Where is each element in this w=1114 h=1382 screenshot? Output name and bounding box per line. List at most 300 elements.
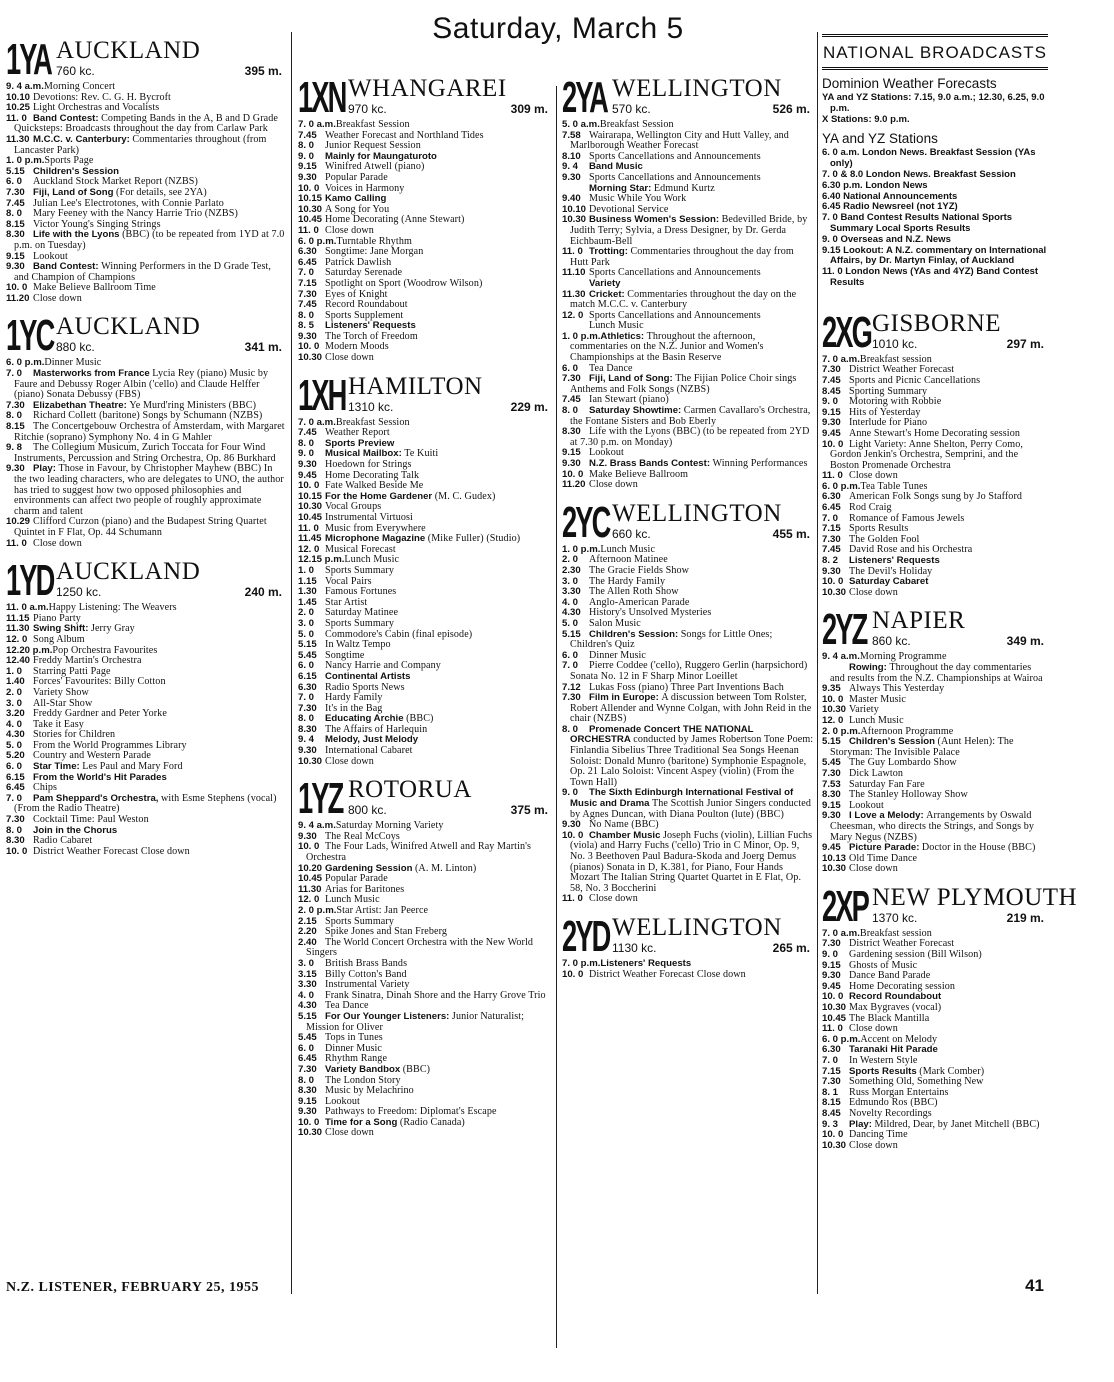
programme-detail: Light Orchestras and Vocalists xyxy=(33,102,160,114)
programme-time: 7.30 xyxy=(6,399,25,411)
national-detail: London News. Breakfast Session xyxy=(865,168,1016,180)
programme-item xyxy=(822,864,1048,875)
national-detail: Band Contest Results National Sports Summary Local Sports Results xyxy=(830,212,1013,234)
station-header xyxy=(562,72,814,120)
programme-time: 10.30 xyxy=(298,501,323,513)
programme-detail: The Affairs of Harlequin xyxy=(325,723,428,735)
programme-time: 9.15 xyxy=(562,447,581,459)
programme-detail: Bedevilled Bride, by Judith Terry; Sylvia, a Dress Designer, by Dr. Gerda Eichbaum-Bell xyxy=(570,214,808,247)
programme-time: 12. 0 xyxy=(562,309,584,321)
programme-title: Variety Bandbox xyxy=(325,1063,401,1075)
programme-time: 5.45 xyxy=(298,1032,317,1044)
programme-time: 7.45 xyxy=(298,129,317,141)
programme-detail: District Weather Forecast xyxy=(849,364,955,376)
programme-detail: Carmen Cavallaro's Orchestra, the Fontane Sisters and Bob Eberly xyxy=(570,405,811,427)
programme-title: Educating Archie xyxy=(325,713,404,725)
programme-time: 9. 0 xyxy=(822,396,839,408)
programme-time: 11.20 xyxy=(562,479,586,491)
programme-detail: Winning Performances xyxy=(712,458,808,469)
frequency: 860 kc. xyxy=(872,634,911,649)
programme-item xyxy=(562,831,814,895)
programme-time: 1.45 xyxy=(298,596,317,608)
programme-detail: Variety Show xyxy=(33,686,89,698)
station-header xyxy=(6,555,286,606)
programme-detail: Max Bygraves (vocal) xyxy=(849,1002,942,1014)
programme-time: 7.45 xyxy=(298,299,317,311)
programme-time: 10.30 xyxy=(298,755,323,767)
call-sign: 1YZ xyxy=(298,774,343,824)
programme-detail: The London Story xyxy=(325,1074,401,1086)
page-title: Saturday, March 5 xyxy=(432,12,684,45)
programme-time: 7.45 xyxy=(562,394,581,406)
programme-time: 4.30 xyxy=(6,729,25,741)
programme-item xyxy=(822,588,1048,599)
programme-detail: Commentaries throughout the day on the match M.C.C. v. Canterbury xyxy=(570,288,797,311)
wavelength: 375 m. xyxy=(510,803,548,818)
national-time: 9.15 xyxy=(822,244,841,256)
programme-time: 11.10 xyxy=(562,267,586,279)
programme-item xyxy=(6,794,286,815)
programme-detail: Salon Music xyxy=(589,617,641,629)
programme-title: Fiji, Land of Song xyxy=(33,186,114,198)
programme-detail: The Stanley Holloway Show xyxy=(849,789,968,801)
programme-detail: Breakfast Session xyxy=(335,119,410,130)
programme-time: 9.30 xyxy=(822,810,841,822)
programme-detail: Devotional Service xyxy=(589,203,669,215)
programme-detail: Music from Everywhere xyxy=(325,522,426,534)
programme-title: Sports Results xyxy=(849,1065,917,1077)
ya-title: YA and YZ Stations xyxy=(822,131,938,147)
programme-detail: Chips xyxy=(33,782,58,794)
programme-detail: (BBC) xyxy=(406,713,434,725)
call-sign: 1YC xyxy=(6,311,54,361)
station-1ya xyxy=(6,34,286,304)
programme-time: 10.30 xyxy=(298,1127,323,1139)
programme-time: 11.30 xyxy=(298,883,322,895)
programme-title: Swing Shift: xyxy=(33,623,89,635)
programme-detail: Voices in Harmony xyxy=(325,182,405,194)
programme-time: 7.30 xyxy=(6,814,25,826)
programme-detail: Motoring with Robbie xyxy=(849,396,942,408)
national-detail: Lookout: A N.Z. commentary on International Affairs, by Dr. Martyn Finlay, of Auckland xyxy=(830,244,1047,267)
programme-detail: Music by Melachrino xyxy=(325,1085,414,1097)
programme-time: 12. 0 xyxy=(822,714,844,726)
programme-title: For the Home Gardener xyxy=(325,490,433,502)
national-time: 11. 0 xyxy=(822,266,843,278)
programme-time: 7. 0 xyxy=(822,512,839,524)
national-detail: Overseas and N.Z. News xyxy=(840,233,951,245)
programme-time: 9.30 xyxy=(6,261,25,273)
programme-time: 9.30 xyxy=(562,171,581,183)
programme-item xyxy=(298,1012,552,1033)
programme-detail: (BBC) (to be repeated from 1YD at 7.0 p.m. on Tuesday) xyxy=(14,229,285,251)
programme-time: 6.45 xyxy=(298,1053,317,1065)
programme-detail: Dancing Time xyxy=(849,1129,908,1141)
programme-time: 9. 3 xyxy=(822,1118,839,1130)
column-3 xyxy=(562,72,814,1382)
call-sign: 1YD xyxy=(6,556,54,606)
programme-time: 12. 0 xyxy=(298,894,320,906)
programme-time: 7.30 xyxy=(6,186,25,198)
programme-time: 8. 0 xyxy=(6,824,23,836)
programme-time: 7.30 xyxy=(822,1076,841,1088)
call-sign: 2YD xyxy=(562,911,610,961)
programme-detail: Starring Patti Page xyxy=(33,665,111,677)
column-rule xyxy=(817,32,818,1294)
programme-title: Band Music xyxy=(589,161,643,173)
programme-time: 5.15 xyxy=(562,628,581,640)
programme-item xyxy=(6,443,286,464)
programme-time: 3. 0 xyxy=(6,697,23,709)
programme-item xyxy=(562,788,814,820)
programme-detail: Competing Bands in the A, B and D Grade Quicksteps: Broadcasts throughout the day from Carlaw Park xyxy=(14,112,278,135)
programme-title: Join in the Chorus xyxy=(33,824,118,836)
programme-time: 2.15 xyxy=(298,915,317,927)
frequency: 1310 kc. xyxy=(348,399,394,414)
station-2ya xyxy=(562,72,814,491)
programme-detail: Cocktail Time: Paul Weston xyxy=(33,814,149,826)
programme-time: 6.30 xyxy=(298,681,317,693)
programme-time: 11. 0 xyxy=(6,112,27,124)
programme-detail: Close down xyxy=(849,863,898,875)
programme-detail: Edmund Kurtz xyxy=(653,182,715,194)
call-sign: 1YA xyxy=(6,35,51,84)
programme-time: 9. 4 xyxy=(298,734,315,746)
programme-title: Musical Mailbox: xyxy=(325,448,402,460)
programme-detail: Light Variety: Anne Shelton, Perry Como, Gordon Jenkin's Orchestra, Semprini, and the Boston Promenade Orchestra xyxy=(830,438,1023,471)
national-item xyxy=(822,246,1048,268)
programme-detail: A Song for You xyxy=(325,203,390,215)
programme-time: 8. 0 xyxy=(298,713,315,725)
programme-time: 7. 0 xyxy=(822,1055,839,1066)
programme-item xyxy=(822,811,1048,843)
programme-detail: Edmundo Ros (BBC) xyxy=(849,1097,938,1109)
programme-detail: Master Music xyxy=(849,693,906,705)
wavelength: 526 m. xyxy=(772,102,810,116)
programme-time: 10. 0 xyxy=(298,1116,320,1128)
station-header xyxy=(6,310,286,361)
programme-time: 4. 0 xyxy=(562,596,579,608)
programme-title: Time for a Song xyxy=(325,1116,398,1128)
programme-detail: Home Decorating Talk xyxy=(325,469,420,481)
weather-title: Dominion Weather Forecasts xyxy=(822,76,997,91)
programme-detail: (M. C. Gudex) xyxy=(434,490,496,502)
programme-time: 8. 0 xyxy=(298,309,315,321)
programme-detail: Vocal Groups xyxy=(325,501,382,513)
programme-item xyxy=(6,847,286,858)
programme-time: 5. 0 xyxy=(562,617,579,629)
programme-time: 1.15 xyxy=(298,575,317,587)
programme-detail: Mary Feeney with the Nancy Harrie Trio (NZBS) xyxy=(33,208,238,220)
programme-time: 6.15 xyxy=(298,670,317,682)
programme-title: Trotting: xyxy=(589,246,628,258)
programme-time: 6. 0 xyxy=(562,649,579,661)
programme-detail: Breakfast session xyxy=(859,927,932,939)
programme-time: 10.45 xyxy=(822,1012,847,1024)
national-detail: London News (YAs and 4YZ) Band Contest Results xyxy=(830,266,1039,288)
programme-time: 3.15 xyxy=(298,968,317,980)
programme-detail: Sports and Picnic Cancellations xyxy=(849,374,981,386)
programme-time: 6. 0 p.m. xyxy=(6,357,45,369)
programme-detail: Anglo-American Parade xyxy=(589,596,690,608)
programme-detail: Close down xyxy=(325,1127,374,1139)
wavelength: 309 m. xyxy=(510,102,548,116)
programme-detail: Breakfast session xyxy=(859,353,932,365)
programme-time: 8. 1 xyxy=(822,1086,839,1098)
programme-item xyxy=(562,131,814,152)
programme-item xyxy=(6,294,286,305)
programme-time: 9. 4 a.m. xyxy=(298,820,336,832)
programme-detail: Nancy Harrie and Company xyxy=(325,660,441,672)
programme-detail: Radio Cabaret xyxy=(33,835,93,847)
programme-detail: Sports Cancellations and Announcements xyxy=(589,150,761,162)
programme-detail: Sports Page xyxy=(44,155,94,167)
programme-detail: Rhythm Range xyxy=(325,1053,388,1065)
programme-detail: Ian Stewart (piano) xyxy=(589,394,669,406)
programme-time: 9. 0 xyxy=(298,150,315,162)
programme-detail: Lukas Foss (piano) Three Part Inventions Bach xyxy=(589,681,784,693)
programme-title: Play: xyxy=(849,1118,872,1130)
station-header xyxy=(562,911,814,959)
column-rule xyxy=(291,32,292,1294)
programme-detail: (For details, see 2YA) xyxy=(116,186,207,198)
programme-time: 9.40 xyxy=(562,193,581,205)
programme-time: 3.30 xyxy=(562,586,581,598)
programme-item xyxy=(822,1141,1048,1152)
programme-detail: Breakfast Session xyxy=(599,119,674,130)
programme-detail: Sports Summary xyxy=(325,915,394,927)
programme-item xyxy=(298,842,552,863)
programme-time: 9.45 xyxy=(822,842,841,854)
programme-time: 1. 0 p.m. xyxy=(562,330,601,342)
programme-title: Masterworks from France xyxy=(33,368,150,380)
station-name: WELLINGTON xyxy=(612,499,782,527)
programme-item xyxy=(298,938,552,959)
programme-time: 5.15 xyxy=(298,639,317,651)
programme-detail: Star Artist: Jan Peerce xyxy=(336,905,429,916)
programme-detail: Song Album xyxy=(33,633,85,645)
programme-time: 10.30 xyxy=(822,1002,847,1014)
programme-item xyxy=(298,353,552,364)
programme-time: 9.45 xyxy=(822,980,841,992)
station-name: AUCKLAND xyxy=(56,558,201,586)
programme-detail: Morning Concert xyxy=(43,81,116,92)
programme-detail: Popular Parade xyxy=(325,171,388,183)
programme-detail: The Golden Fool xyxy=(849,533,920,545)
programme-detail: Wairarapa, Wellington City and Hutt Valley, and Marlborough Weather Forecast xyxy=(570,129,789,152)
programme-detail: Vocal Pairs xyxy=(325,575,372,587)
programme-detail: In Western Style xyxy=(849,1055,918,1066)
programme-time: 10. 0 xyxy=(822,991,844,1003)
programme-detail: Dick Lawton xyxy=(849,767,904,779)
programme-detail: A discussion between Tom Rolster, Robert Allender and Wynne Colgan, with John Reid in the chair (NZBS) xyxy=(570,692,812,725)
programme-detail: Throughout the afternoon, commentaries on the N.Z. Junior and Women's Championships at the Basin Reserve xyxy=(570,330,764,364)
programme-time: 8.30 xyxy=(298,723,317,735)
programme-detail: Saturday Morning Variety xyxy=(335,820,444,832)
programme-time: 8. 0 xyxy=(298,437,315,449)
programme-detail: Take it Easy xyxy=(33,718,84,730)
programme-detail: Dinner Music xyxy=(44,357,102,369)
programme-detail: Romance of Famous Jewels xyxy=(849,512,965,524)
programme-time: 11. 0 xyxy=(822,470,843,482)
programme-time: 7. 0 xyxy=(298,267,315,279)
programme-detail: Afternoon Programme xyxy=(860,725,954,737)
programme-time: 9.30 xyxy=(298,459,317,471)
programme-time: 7.45 xyxy=(822,544,841,556)
programme-time: 10.45 xyxy=(298,873,323,885)
programme-detail: Lunch Music xyxy=(589,320,644,332)
programme-detail: Junior Naturalist; Mission for Oliver xyxy=(306,1010,525,1033)
programme-time: 10.30 xyxy=(822,863,847,875)
national-detail: London News xyxy=(865,179,928,191)
programme-detail: Close down xyxy=(325,224,374,236)
programme-time: 7.30 xyxy=(822,767,841,779)
programme-item xyxy=(562,374,814,395)
programme-time: 7.45 xyxy=(822,374,841,386)
programme-time: 8. 2 xyxy=(822,555,839,567)
programme-detail: Sports Cancellations and Announcements xyxy=(589,171,761,183)
programme-time: 1. 0 xyxy=(6,665,23,677)
programme-title: Band Contest: xyxy=(33,112,99,124)
programme-detail: Novelty Recordings xyxy=(849,1107,932,1119)
programme-detail: Something Old, Something New xyxy=(849,1076,984,1088)
programme-time: 11.30 xyxy=(562,288,586,300)
programme-time: 10. 0 xyxy=(562,968,584,980)
programme-title: For Our Younger Listeners: xyxy=(325,1010,450,1022)
programme-item xyxy=(562,661,814,682)
programme-time: 10.10 xyxy=(6,91,31,103)
programme-time: 9.30 xyxy=(298,330,317,342)
programme-time: 11. 0 xyxy=(562,246,583,258)
programme-time: 6. 0 xyxy=(6,176,23,188)
station-header xyxy=(822,307,1048,355)
programme-detail: Instrumental Variety xyxy=(325,979,410,991)
station-name: NEW PLYMOUTH xyxy=(872,883,1078,911)
programme-item xyxy=(562,290,814,311)
programme-title: Kamo Calling xyxy=(325,193,387,205)
call-sign: 2YC xyxy=(562,497,610,547)
programme-detail: The Black Mantilla xyxy=(849,1012,930,1024)
programme-detail: Ye Murd'ring Ministers (BBC) xyxy=(129,399,257,411)
programme-time: 7. 0 xyxy=(6,792,23,804)
programme-detail: Modern Moods xyxy=(325,341,389,353)
programme-title: Continental Artists xyxy=(325,670,411,682)
programme-detail: Dinner Music xyxy=(325,1042,382,1054)
call-sign: 2YA xyxy=(562,73,607,122)
programme-item xyxy=(822,440,1048,472)
call-sign: 2XG xyxy=(822,307,872,357)
programme-time: 6. 0 p.m. xyxy=(822,480,861,492)
programme-item xyxy=(6,539,286,550)
programme-time: 9.35 xyxy=(822,683,841,695)
station-header xyxy=(822,881,1078,931)
programme-detail: Anne Stewart's Home Decorating session xyxy=(849,427,1021,439)
programme-time: 12.20 p.m. xyxy=(6,644,53,656)
programme-time: 4. 0 xyxy=(6,718,23,730)
programme-detail: Patrick Dawlish xyxy=(325,256,392,268)
programme-detail: Weather Forecast and Northland Tides xyxy=(325,129,484,141)
programme-item xyxy=(822,737,1048,758)
programme-title: Star Time: xyxy=(33,761,80,773)
programme-detail: Sports Cancellations and Announcements xyxy=(589,309,761,321)
programme-time: 7.58 xyxy=(562,129,581,141)
programme-detail: Songtime xyxy=(325,649,365,661)
programme-detail: Hoedown for Strings xyxy=(325,459,412,471)
programme-detail: Songtime: Jane Morgan xyxy=(325,246,424,258)
programme-time: 9. 0 xyxy=(562,787,579,799)
programme-detail: The Concertgebouw Orchestra of Amsterdam, with Margaret Ritchie (soprano) Symphony No. 4 in G Mahler xyxy=(14,421,285,443)
programme-item xyxy=(6,517,286,538)
programme-time: 10.30 xyxy=(298,203,323,215)
frequency: 660 kc. xyxy=(612,526,651,541)
programme-detail: Lunch Music xyxy=(600,543,656,555)
programme-detail: Music While You Work xyxy=(589,193,687,205)
programme-time: 7. 0 xyxy=(562,660,579,672)
programme-time: 9. 8 xyxy=(6,442,23,454)
programme-time: 8.15 xyxy=(6,218,25,230)
programme-detail: Radio Sports News xyxy=(325,681,405,693)
programme-detail: No Name (BBC) xyxy=(589,819,659,831)
frequency: 760 kc. xyxy=(56,64,95,78)
programme-time: 6. 0 xyxy=(298,660,315,672)
programme-title: Children's Session xyxy=(33,165,119,177)
programme-detail: (Mark Comber) xyxy=(919,1065,985,1077)
programme-time: 6. 0 xyxy=(562,362,579,374)
programme-detail: Tea Dance xyxy=(325,1000,369,1012)
programme-title: M.C.C. v. Canterbury: xyxy=(33,133,130,145)
programme-title: Morning Star: xyxy=(589,182,652,194)
programme-detail: Life with the Lyons (BBC) (to be repeated from 2YD at 7.30 p.m. on Monday) xyxy=(570,426,810,448)
programme-time: 7.15 xyxy=(298,277,317,289)
programme-detail: Saturday Fan Fare xyxy=(849,778,925,790)
programme-time: 8.30 xyxy=(298,1085,317,1097)
programme-time: 11.45 xyxy=(298,533,322,545)
programme-time: 6.30 xyxy=(822,1044,841,1056)
programme-detail: Russ Morgan Entertains xyxy=(849,1086,949,1098)
programme-time: 10.30 xyxy=(562,214,587,226)
programme-time: 4.30 xyxy=(298,1000,317,1012)
programme-detail: Tea Dance xyxy=(589,362,633,374)
station-2xg xyxy=(822,307,1048,599)
programme-detail: Les Paul and Mary Ford xyxy=(82,761,183,773)
programme-item xyxy=(562,480,814,491)
column-4 xyxy=(822,0,1078,1310)
programme-time: 9. 4 a.m. xyxy=(6,81,44,92)
programme-detail: Freddy Martin's Orchestra xyxy=(33,655,142,667)
programme-detail: Doctor in the House (BBC) xyxy=(921,842,1036,854)
programme-time: 10.30 xyxy=(822,704,847,716)
programme-time: 1.30 xyxy=(298,586,317,598)
programme-time: 11.20 xyxy=(6,292,30,304)
programme-detail: Close down xyxy=(33,292,82,304)
programme-item xyxy=(562,630,814,651)
frequency: 1010 kc. xyxy=(872,336,918,351)
wavelength: 219 m. xyxy=(1006,910,1044,925)
programme-time: 8. 0 xyxy=(298,1074,315,1086)
programme-title: Business Women's Session: xyxy=(589,214,720,226)
programme-time: 3.20 xyxy=(6,708,25,720)
station-1yz xyxy=(298,773,552,1139)
programme-title: Listeners' Requests xyxy=(600,957,692,969)
programme-item xyxy=(6,369,286,401)
programme-title: Mainly for Maungaturoto xyxy=(325,150,437,162)
programme-time: 7.53 xyxy=(822,778,841,790)
programme-detail: Julian Lee's Electrotones, with Connie Parlato xyxy=(33,197,224,209)
programme-detail: Pop Orchestra Favourites xyxy=(52,644,158,656)
programme-time: 8. 0 xyxy=(298,140,315,152)
programme-detail: Sports Supplement xyxy=(325,309,404,321)
programme-detail: Junior Request Session xyxy=(325,140,421,152)
